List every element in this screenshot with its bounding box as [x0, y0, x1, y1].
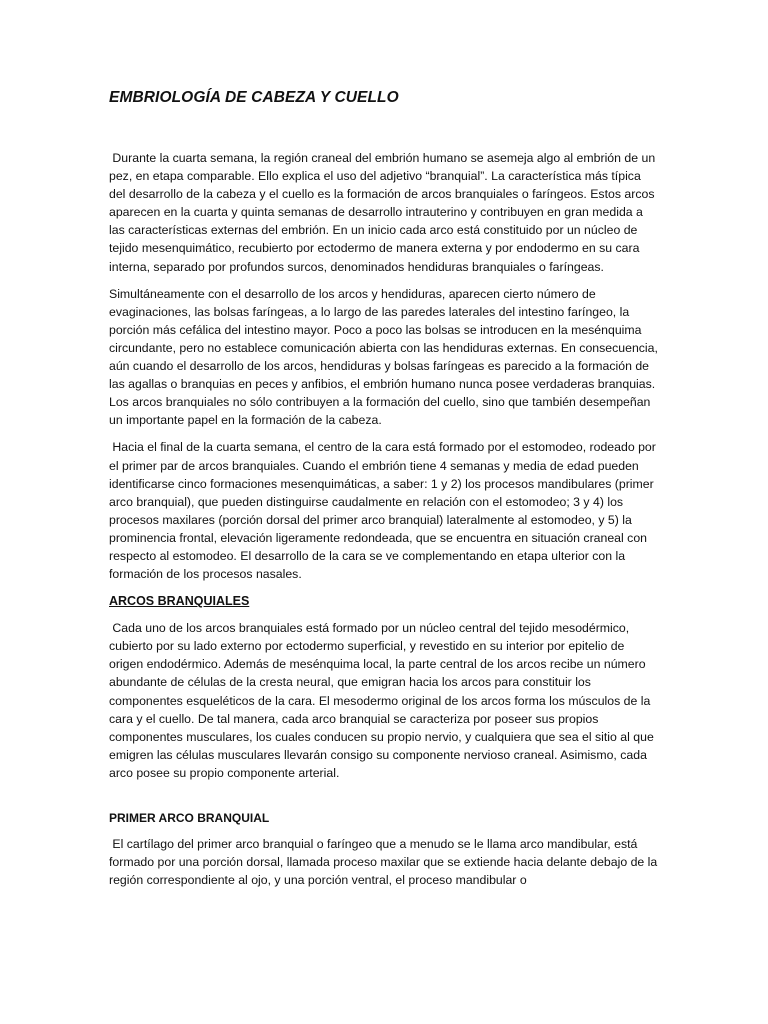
arcos-paragraph: Cada uno de los arcos branquiales está formado por un núcleo central del tejido mesodérmico, cubierto por su lado externo por ectodermo superficial, y revestido en su interior por epitelio de origen endodérmico. Además de mesénquima local, la parte central de los arcos recibe un número abundante de células de la cresta neural, que emigran hacia los arcos para constituir los componentes esqueléticos de la cara. El mesodermo original de los arcos forma los músculos de la cara y el cuello. De tal manera, cada arco branquial se caracteriza por poseer sus propios componentes musculares, los cuales conducen su propio nervio, y cualquiera que sea el sitio al que emigren las células musculares llevarán consigo su componente nervioso craneal. Asimismo, cada arco posee su propio componente arterial. — [109, 621, 658, 780]
intro-paragraph: Durante la cuarta semana, la región craneal del embrión humano se asemeja algo al embrión de un pez, en etapa comparable. Ello explica el uso del adjetivo “branquial”. La característica más típica del desarrollo de la cabeza y el cuello es la formación de arcos branquiales o faríngeos. Estos arcos aparecen en la cuarta y quinta semanas de desarrollo intrauterino y contribuyen en gran medida a las características externas del embrión. En un inicio cada arco está constituido por un núcleo de tejido mesenquimático, recubierto por ectodermo de manera externa y por endodermo en su cara interna, separado por profundos surcos, denominados hendiduras branquiales o faríngeas. — [109, 151, 659, 274]
document-title: EMBRIOLOGÍA DE CABEZA Y CUELLO — [109, 89, 399, 106]
primer-arco-paragraph: El cartílago del primer arco branquial o faríngeo que a menudo se le llama arco mandibular, está formado por una porción dorsal, llamada proceso maxilar que se extiende hacia delante debajo de la región correspondiente al ojo, y una porción ventral, el proceso mandibular o — [109, 837, 661, 888]
section-heading-arcos: ARCOS BRANQUIALES — [109, 594, 250, 609]
document-page — [109, 88, 662, 889]
pharyngeal-pouches-paragraph: Simultáneamente con el desarrollo de los arcos y hendiduras, aparecen cierto número de evaginaciones, las bolsas faríngeas, a lo largo de las paredes laterales del intestino faríngeo, la porción más cefálica del intestino mayor. Poco a poco las bolsas se introducen en la mesénquima circundante, pero no establece comunicación abierta con las hendiduras externas. En consecuencia, aún cuando el desarrollo de los arcos, hendiduras y bolsas faríngeas es parecido a la formación de las agallas o branquias en peces y anfibios, el embrión humano nunca posee verdaderas branquias. Los arcos branquiales no sólo contribuyen a la formación del cuello, sino que también desempeñan un importante papel en la formación de la cabeza. — [109, 286, 662, 428]
subheading-primer-arco: PRIMER ARCO BRANQUIAL — [109, 811, 270, 825]
face-formation-paragraph: Hacia el final de la cuarta semana, el centro de la cara está formado por el estomodeo, rodeado por el primer par de arcos branquiales. Cuando el embrión tiene 4 semanas y media de edad pueden identificarse cinco formaciones mesenquimáticas, a saber: 1 y 2) los procesos mandibulares (primer arco branquial), que pueden distinguirse caudalmente en relación con el estomodeo; 3 y 4) los procesos maxilares (porción dorsal del primer arco branquial) lateralmente al estomodeo, y 5) la prominencia frontal, elevación ligeramente redondeada, que se encuentra en situación craneal con respecto al estomodeo. El desarrollo de la cara se ve complementando en etapa ulterior con la formación de los procesos nasales. — [109, 440, 660, 582]
